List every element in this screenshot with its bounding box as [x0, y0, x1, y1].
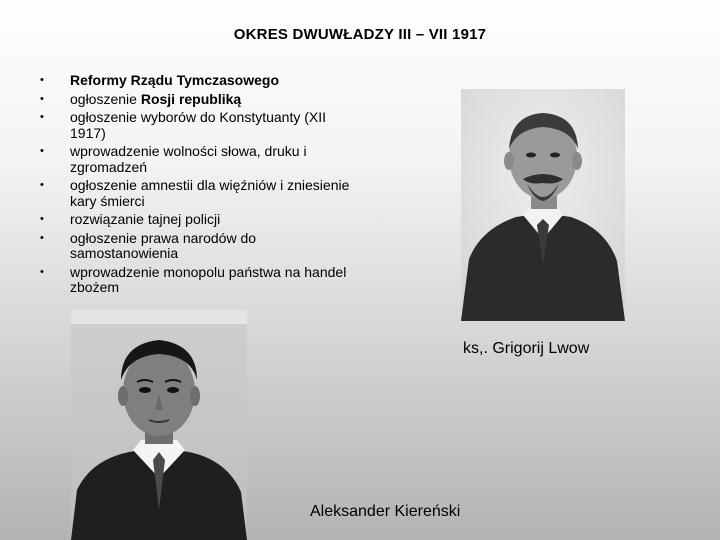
- bullet-bold-text: Rosji republiką: [140, 90, 242, 107]
- bullet-dot: •: [40, 179, 44, 191]
- slide-title: OKRES DWUWŁADZY III – VII 1917: [233, 26, 487, 43]
- list-item: [40, 92, 350, 108]
- portrait-kierenski-photo: [71, 310, 247, 540]
- list-item: [40, 265, 350, 296]
- caption-lwow: ks,. Grigorij Lwow: [463, 340, 590, 357]
- bullet-text: ogłoszenie wyborów do Konstytuanty (XII 1917): [70, 109, 327, 141]
- bullet-dot: •: [40, 74, 44, 86]
- bullet-dot: •: [40, 213, 44, 225]
- list-item: [40, 144, 350, 175]
- bullet-dot: •: [40, 231, 44, 244]
- caption-kierenski: Aleksander Kiereński: [310, 503, 461, 520]
- list-item: [40, 231, 350, 262]
- list-item: [40, 178, 350, 209]
- bullet-dot: •: [40, 92, 44, 105]
- bullet-text: Reformy Rządu Tymczasowego: [70, 72, 280, 88]
- bullet-list: [40, 73, 350, 299]
- bullet-text: ogłoszenie prawa narodów do samostanowienia: [70, 229, 257, 261]
- list-item: [40, 73, 350, 89]
- portrait-lwow-photo: [461, 89, 625, 321]
- bullet-text: wprowadzenie wolności słowa, druku i zgromadzeń: [70, 143, 307, 175]
- bullet-dot: •: [40, 111, 44, 123]
- bullet-text: ogłoszenie amnestii dla więźniów i zniesienie kary śmierci: [70, 177, 350, 209]
- list-item: [40, 212, 350, 228]
- bullet-dot: •: [40, 265, 44, 278]
- bullet-dot: •: [40, 145, 44, 157]
- bullet-text: rozwiązanie tajnej policji: [70, 211, 221, 227]
- bullet-text: wprowadzenie monopolu państwa na handel zbożem: [70, 263, 347, 295]
- bullet-text: ogłoszenie: [70, 90, 141, 107]
- list-item: [40, 110, 350, 141]
